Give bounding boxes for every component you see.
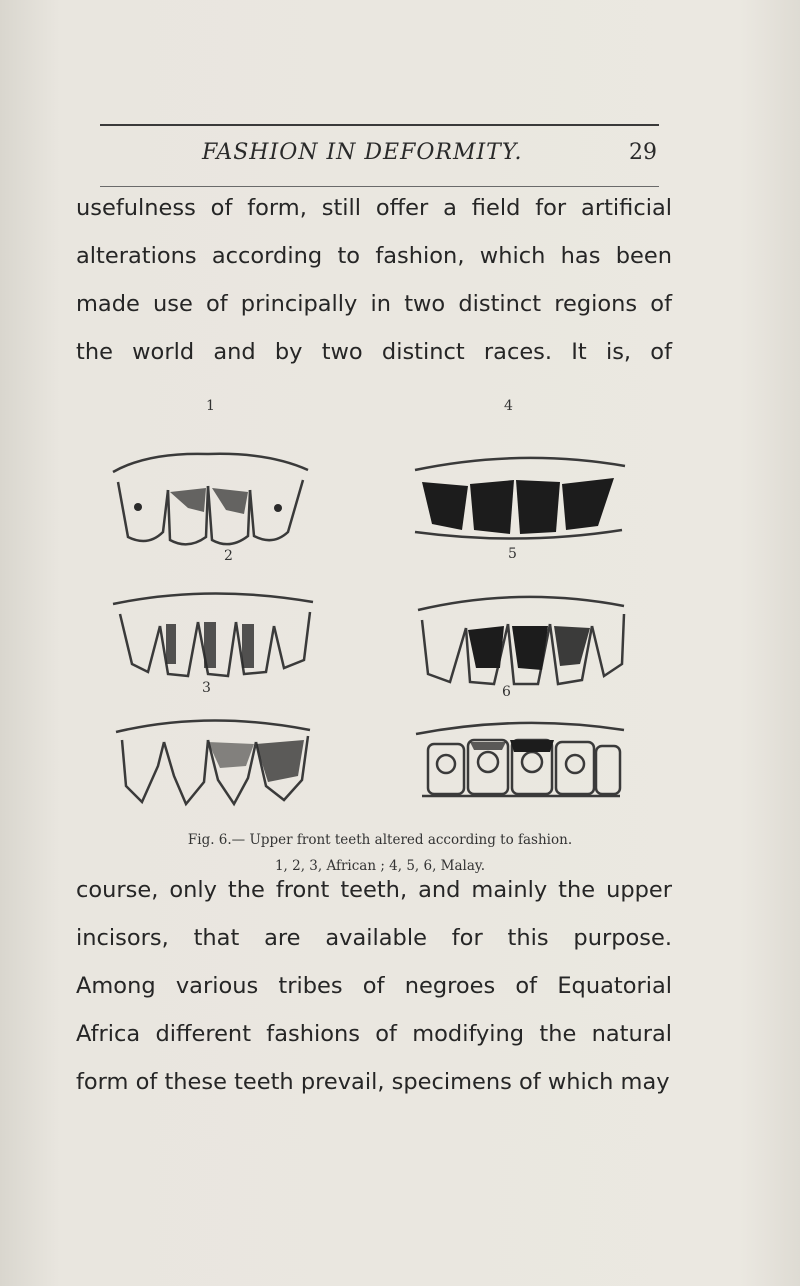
running-title: FASHION IN DEFORMITY. xyxy=(202,140,523,165)
text-line: the world and by two distinct races. It is, of xyxy=(76,339,672,365)
figure-label-4: 4 xyxy=(504,398,513,414)
teeth-illustration-2 xyxy=(108,564,318,684)
figure-label-1: 1 xyxy=(206,398,215,414)
figure-label-6: 6 xyxy=(502,684,511,700)
page-number: 29 xyxy=(629,140,657,165)
teeth-illustration-4 xyxy=(410,412,630,542)
teeth-illustration-6 xyxy=(410,700,630,805)
figure-caption: Fig. 6.— Upper front teeth altered according to fashion. xyxy=(187,832,573,848)
figure-label-3: 3 xyxy=(202,680,211,696)
text-line: usefulness of form, still offer a field for artificial xyxy=(76,195,672,221)
top-rule xyxy=(100,124,659,126)
text-line: Among various tribes of negroes of Equatorial xyxy=(76,973,672,999)
text-line: incisors, that are available for this purpose. xyxy=(76,925,672,951)
text-line: course, only the front teeth, and mainly the upper xyxy=(76,877,672,903)
figure-caption-legend: 1, 2, 3, African ; 4, 5, 6, Malay. xyxy=(274,858,486,874)
text-line: alterations according to fashion, which has been xyxy=(76,243,672,269)
teeth-illustration-5 xyxy=(410,564,630,689)
teeth-illustration-1 xyxy=(108,412,318,552)
running-head xyxy=(100,140,659,176)
teeth-figure xyxy=(100,398,660,818)
figure-label-5: 5 xyxy=(508,546,517,562)
text-line: made use of principally in two distinct regions of xyxy=(76,291,672,317)
teeth-illustration-3 xyxy=(108,696,318,811)
text-line: form of these teeth prevail, specimens of which may xyxy=(76,1069,670,1095)
paragraph-1 xyxy=(76,184,672,376)
paragraph-2 xyxy=(76,866,672,1106)
figure-label-2: 2 xyxy=(224,548,233,564)
text-line: Africa different fashions of modifying the natural xyxy=(76,1021,672,1047)
